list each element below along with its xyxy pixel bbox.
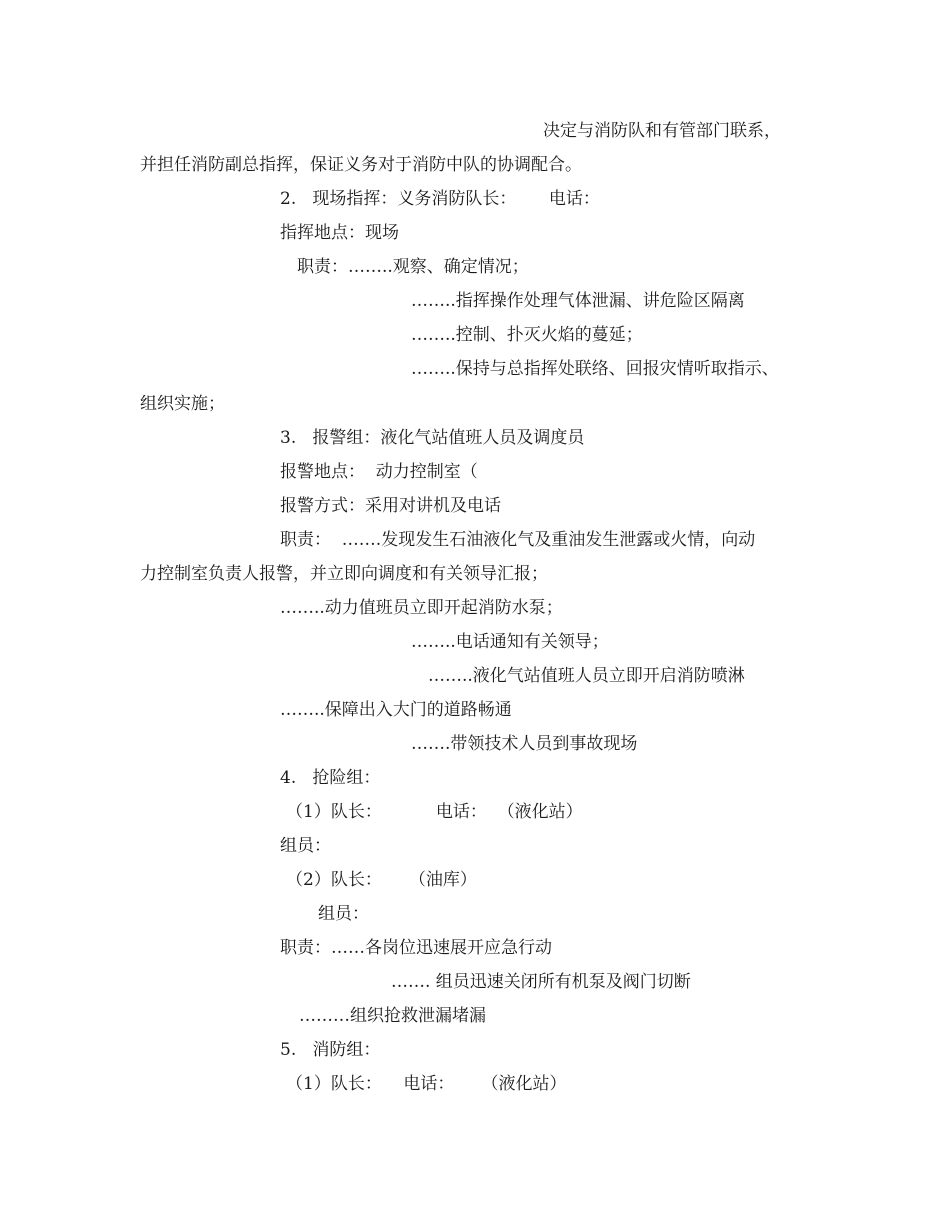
text-line: 职责：……各岗位迅速展开应急行动 <box>280 938 552 958</box>
text-line: 并担任消防副总指挥，保证义务对于消防中队的协调配合。 <box>140 155 582 175</box>
text-line: 力控制室负责人报警，并立即向调度和有关领导汇报； <box>140 564 548 584</box>
text-line: ……..指挥操作处理气体泄漏、讲危险区隔离 <box>411 291 745 311</box>
text-line: 报警方式：采用对讲机及电话 <box>280 496 501 516</box>
text-line: …….带领技术人员到事故现场 <box>411 734 638 754</box>
text-line: 组员： <box>318 904 369 924</box>
section-heading: 4. 抢险组： <box>280 768 381 788</box>
section-heading: 2. 现场指挥：义务消防队长： 电话： <box>280 189 600 209</box>
text-line: ………组织抢救泄漏堵漏 <box>299 1006 486 1026</box>
section-heading: 3. 报警组：液化气站值班人员及调度员 <box>280 428 585 448</box>
text-line: ……..保障出入大门的道路畅通 <box>280 700 512 720</box>
text-line: （1）队长： 电话： （液化站） <box>286 1074 567 1094</box>
section-heading: 5. 消防组： <box>280 1040 381 1060</box>
text-line: ……..液化气站值班人员立即开启消防喷淋 <box>428 666 745 686</box>
text-line: ……..控制、扑灭火焰的蔓延； <box>411 325 643 345</box>
text-line: 指挥地点：现场 <box>280 223 399 243</box>
text-line: 决定与消防队和有管部门联系， <box>543 121 781 141</box>
text-line: ……..电话通知有关领导； <box>411 632 609 652</box>
text-line: ……..动力值班员立即开起消防水泵； <box>280 598 563 618</box>
text-line: （1）队长： 电话： （液化站） <box>286 802 583 822</box>
text-line: （2）队长： （油库） <box>286 870 477 890</box>
text-line: ……..保持与总指挥处联络、回报灾情听取指示、 <box>411 359 779 379</box>
text-line: 职责：……..观察、确定情况； <box>297 257 529 277</box>
text-line: 组织实施； <box>140 394 225 414</box>
text-line: ……. 组员迅速关闭所有机泵及阀门切断 <box>391 972 691 992</box>
text-line: 报警地点： 动力控制室（ <box>280 462 478 482</box>
text-line: 组员： <box>280 836 331 856</box>
text-line: 职责： …….发现发生石油液化气及重油发生泄露或火情，向动 <box>280 530 756 550</box>
